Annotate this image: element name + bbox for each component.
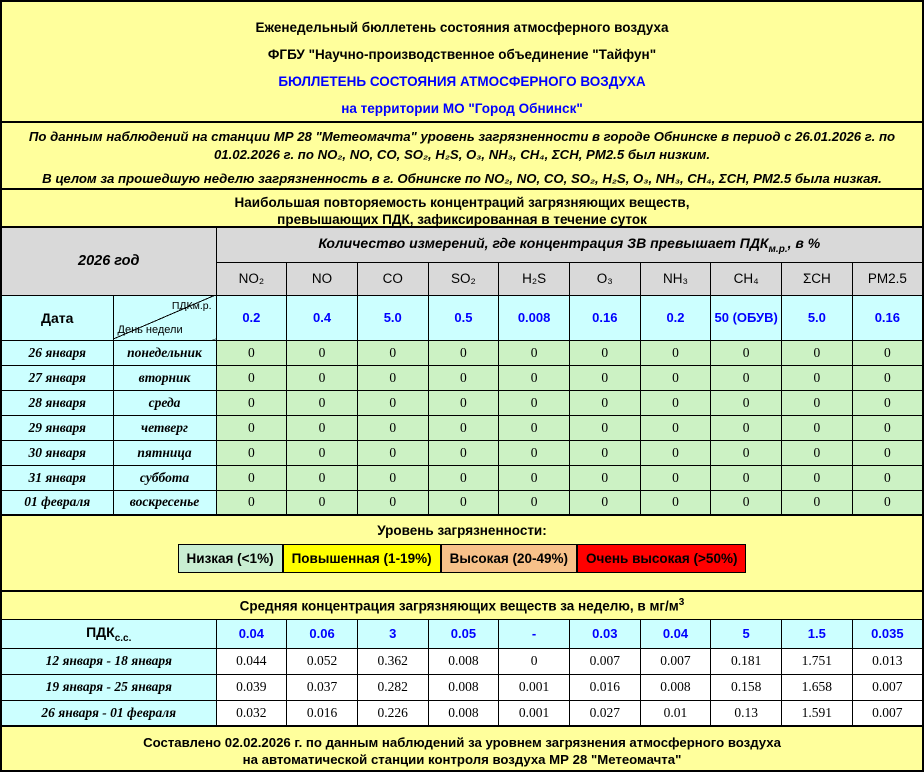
value-cell: 0	[216, 390, 287, 415]
measure-header-subscript: м.р.	[768, 243, 788, 255]
pollutant-header-so2: SO₂	[428, 262, 499, 295]
pollutant-header-h2s: H₂S	[499, 262, 570, 295]
pollution-level-legend	[0, 514, 924, 592]
value-cell: 0	[640, 390, 711, 415]
value-cell: 0	[499, 365, 570, 390]
value-cell: 0	[216, 440, 287, 465]
value-cell: 0	[216, 465, 287, 490]
summary-paragraph-1: По данным наблюдений на станции МР 28 "Метеомачта" уровень загрязненности в городе Обнинске в период с 26.01.2026 г. по 01.02.2026 г. по NO₂, NO, CO, SO₂, H₂S, O₃, NH₃, CH₄, ΣCH, PM2.5 был низким.	[28, 129, 896, 162]
date-cell: 28 января	[1, 390, 113, 415]
summary-block	[0, 121, 924, 190]
footer-block	[0, 725, 924, 772]
value-cell: 0	[569, 365, 640, 390]
pdk-ss-subscript: с.с.	[114, 632, 132, 644]
value-cell: 0	[711, 340, 782, 365]
value-cell: 0	[711, 440, 782, 465]
daily-row-sunday	[1, 490, 923, 515]
day-cell: суббота	[113, 465, 216, 490]
pollutant-header-no: NO	[287, 262, 358, 295]
value-cell: 0	[287, 465, 358, 490]
value-cell: 0	[711, 465, 782, 490]
value-cell: 0.362	[357, 648, 428, 674]
value-cell: 0.016	[287, 700, 358, 726]
pdk-ss-value: 5	[711, 619, 782, 648]
value-cell: 0	[499, 465, 570, 490]
daily-row-monday	[1, 340, 923, 365]
pdk-mr-value: 0.2	[640, 295, 711, 340]
value-cell: 0	[428, 440, 499, 465]
weekly-title-text: Средняя концентрация загрязняющих веществ за неделю, в мг/м	[239, 598, 679, 614]
pdk-ss-row	[1, 619, 923, 648]
day-cell: среда	[113, 390, 216, 415]
value-cell: 0	[711, 415, 782, 440]
daily-exceedance-table	[0, 226, 924, 516]
value-cell: 0	[499, 415, 570, 440]
pdk-ss-value: 0.06	[287, 619, 358, 648]
weekly-row-3	[1, 700, 923, 726]
pdk-mr-value: 0.16	[852, 295, 923, 340]
pollutant-header-ch4: CH₄	[711, 262, 782, 295]
value-cell: 0	[428, 465, 499, 490]
value-cell: 0	[287, 365, 358, 390]
legend-item-elevated: Повышенная (1-19%)	[283, 544, 441, 573]
value-cell: 0	[852, 465, 923, 490]
value-cell: 0	[640, 490, 711, 515]
value-cell: 0	[287, 490, 358, 515]
bulletin-territory: на территории МО "Город Обнинск"	[341, 101, 583, 116]
day-cell: вторник	[113, 365, 216, 390]
daily-row-wednesday	[1, 390, 923, 415]
diagonal-header-cell	[113, 295, 216, 340]
day-cell: четверг	[113, 415, 216, 440]
value-cell: 0	[782, 390, 853, 415]
pdk-ss-label: ПДК	[86, 623, 115, 640]
value-cell: 0	[499, 648, 570, 674]
bulletin-title: БЮЛЛЕТЕНЬ СОСТОЯНИЯ АТМОСФЕРНОГО ВОЗДУХА	[278, 74, 646, 89]
value-cell: 0.037	[287, 674, 358, 700]
value-cell: 0	[640, 465, 711, 490]
value-cell: 0	[499, 440, 570, 465]
date-cell: 31 января	[1, 465, 113, 490]
value-cell: 0.027	[569, 700, 640, 726]
value-cell: 0	[852, 415, 923, 440]
value-cell: 1.751	[782, 648, 853, 674]
value-cell: 0	[782, 340, 853, 365]
pdk-ss-value: 0.04	[640, 619, 711, 648]
pdk-mr-value: 50 (ОБУВ)	[711, 295, 782, 340]
pdk-ss-value: 0.03	[569, 619, 640, 648]
day-cell: воскресенье	[113, 490, 216, 515]
date-cell: 27 января	[1, 365, 113, 390]
weekly-average-table	[0, 590, 924, 727]
value-cell: 0	[711, 490, 782, 515]
diagonal-weekday-label: День недели	[117, 323, 183, 336]
value-cell: 0	[569, 465, 640, 490]
value-cell: 0	[499, 340, 570, 365]
value-cell: 0	[499, 390, 570, 415]
pdk-mr-row	[1, 295, 923, 340]
value-cell: 0	[216, 340, 287, 365]
date-column-label: Дата	[1, 295, 113, 340]
value-cell: 0	[287, 415, 358, 440]
section-header-line-1: Наибольшая повторяемость концентраций загрязняющих веществ,	[234, 195, 690, 210]
value-cell: 0	[357, 440, 428, 465]
weekly-row-1	[1, 648, 923, 674]
pdk-mr-value: 0.16	[569, 295, 640, 340]
pollutant-header-co: CO	[357, 262, 428, 295]
value-cell: 0	[569, 490, 640, 515]
legend-items-row	[2, 544, 922, 573]
value-cell: 0	[711, 365, 782, 390]
value-cell: 0	[852, 490, 923, 515]
value-cell: 0	[428, 390, 499, 415]
pollutant-header-pm25: PM2.5	[852, 262, 923, 295]
day-cell: понедельник	[113, 340, 216, 365]
day-cell: пятница	[113, 440, 216, 465]
pdk-mr-value: 0.4	[287, 295, 358, 340]
date-cell: 26 января	[1, 340, 113, 365]
measure-header-suffix: , в %	[787, 234, 821, 251]
footer-line-2: на автоматической станции контроля воздуха МР 28 "Метеомачта"	[242, 752, 682, 767]
value-cell: 0	[852, 390, 923, 415]
value-cell: 0	[569, 390, 640, 415]
value-cell: 0.001	[499, 700, 570, 726]
footer-line-1: Составлено 02.02.2026 г. по данным наблюдений за уровнем загрязнения атмосферного воздуха	[143, 735, 781, 750]
value-cell: 0	[499, 490, 570, 515]
period-cell: 19 января - 25 января	[1, 674, 216, 700]
pollutant-header-no2: NO₂	[216, 262, 287, 295]
pdk-ss-value: 0.035	[852, 619, 923, 648]
measure-header-cell	[216, 227, 923, 262]
daily-row-saturday	[1, 465, 923, 490]
value-cell: 0.282	[357, 674, 428, 700]
legend-item-low: Низкая (<1%)	[178, 544, 283, 573]
diagonal-pdk-label: ПДКм.р.	[171, 299, 212, 312]
pdk-ss-value: 0.05	[428, 619, 499, 648]
legend-item-high: Высокая (20-49%)	[441, 544, 577, 573]
value-cell: 0	[216, 415, 287, 440]
section-header-line-2: превышающих ПДК, зафиксированная в течение суток	[277, 212, 647, 227]
value-cell: 0	[357, 340, 428, 365]
pdk-ss-value: 3	[357, 619, 428, 648]
value-cell: 0	[782, 490, 853, 515]
pdk-ss-value: 1.5	[782, 619, 853, 648]
value-cell: 1.658	[782, 674, 853, 700]
value-cell: 0.013	[852, 648, 923, 674]
pollutant-header-nh3: NH₃	[640, 262, 711, 295]
pdk-ss-value: -	[499, 619, 570, 648]
daily-row-tuesday	[1, 365, 923, 390]
value-cell: 0.181	[711, 648, 782, 674]
pdk-mr-value: 0.5	[428, 295, 499, 340]
daily-table-section-header	[0, 188, 924, 228]
pollutant-header-o3: O₃	[569, 262, 640, 295]
value-cell: 0	[852, 340, 923, 365]
value-cell: 0	[640, 415, 711, 440]
pdk-ss-label-cell	[1, 619, 216, 648]
value-cell: 0	[428, 340, 499, 365]
legend-title: Уровень загрязненности:	[377, 523, 547, 538]
weekly-title-superscript: 3	[678, 597, 685, 608]
value-cell: 0	[357, 490, 428, 515]
weekly-table-title	[1, 591, 923, 619]
daily-row-thursday	[1, 415, 923, 440]
value-cell: 0.052	[287, 648, 358, 674]
value-cell: 0.008	[428, 674, 499, 700]
value-cell: 0	[640, 340, 711, 365]
date-cell: 30 января	[1, 440, 113, 465]
value-cell: 0.032	[216, 700, 287, 726]
value-cell: 0.007	[640, 648, 711, 674]
year-header-cell: 2026 год	[1, 227, 216, 295]
organization-name: ФГБУ "Научно-производственное объединение "Тайфун"	[267, 47, 657, 62]
date-cell: 01 февраля	[1, 490, 113, 515]
value-cell: 0.01	[640, 700, 711, 726]
value-cell: 0	[357, 390, 428, 415]
value-cell: 0	[782, 415, 853, 440]
date-cell: 29 января	[1, 415, 113, 440]
value-cell: 0.008	[428, 648, 499, 674]
value-cell: 0	[357, 365, 428, 390]
period-cell: 12 января - 18 января	[1, 648, 216, 674]
legend-item-very-high: Очень высокая (>50%)	[577, 544, 746, 573]
value-cell: 0	[428, 365, 499, 390]
weekly-table-header-row	[1, 591, 923, 619]
value-cell: 0	[782, 365, 853, 390]
value-cell: 0	[782, 465, 853, 490]
value-cell: 0	[852, 440, 923, 465]
pollutant-header-sch: ΣCH	[782, 262, 853, 295]
pdk-mr-value: 0.008	[499, 295, 570, 340]
pdk-ss-value: 0.04	[216, 619, 287, 648]
pdk-mr-value: 5.0	[357, 295, 428, 340]
value-cell: 0.001	[499, 674, 570, 700]
value-cell: 0	[428, 490, 499, 515]
value-cell: 0	[711, 390, 782, 415]
pdk-mr-value: 5.0	[782, 295, 853, 340]
value-cell: 0	[216, 365, 287, 390]
value-cell: 0.13	[711, 700, 782, 726]
value-cell: 0	[569, 340, 640, 365]
value-cell: 0.007	[852, 700, 923, 726]
value-cell: 0	[569, 415, 640, 440]
value-cell: 0.008	[428, 700, 499, 726]
table-row	[1, 227, 923, 262]
value-cell: 0	[428, 415, 499, 440]
value-cell: 0	[782, 440, 853, 465]
value-cell: 0.158	[711, 674, 782, 700]
value-cell: 0	[216, 490, 287, 515]
value-cell: 0.007	[852, 674, 923, 700]
value-cell: 0.008	[640, 674, 711, 700]
value-cell: 0	[357, 415, 428, 440]
value-cell: 0	[569, 440, 640, 465]
value-cell: 0.007	[569, 648, 640, 674]
value-cell: 0	[357, 465, 428, 490]
value-cell: 0.039	[216, 674, 287, 700]
value-cell: 0	[640, 365, 711, 390]
weekly-row-2	[1, 674, 923, 700]
summary-paragraph-2: В целом за прошедшую неделю загрязненность в г. Обнинске по NO₂, NO, CO, SO₂, H₂S, O₃, NH₃, CH₄, ΣCH, PM2.5 была низкая.	[42, 171, 882, 186]
value-cell: 0	[287, 390, 358, 415]
value-cell: 1.591	[782, 700, 853, 726]
value-cell: 0	[640, 440, 711, 465]
value-cell: 0.044	[216, 648, 287, 674]
pdk-mr-value: 0.2	[216, 295, 287, 340]
value-cell: 0	[287, 440, 358, 465]
measure-header-text: Количество измерений, где концентрация ЗВ превышает ПДК	[318, 234, 769, 251]
title-block	[0, 0, 924, 123]
bulletin-kicker: Еженедельный бюллетень состояния атмосферного воздуха	[255, 20, 669, 35]
value-cell: 0	[852, 365, 923, 390]
period-cell: 26 января - 01 февраля	[1, 700, 216, 726]
value-cell: 0.016	[569, 674, 640, 700]
value-cell: 0.226	[357, 700, 428, 726]
daily-row-friday	[1, 440, 923, 465]
value-cell: 0	[287, 340, 358, 365]
